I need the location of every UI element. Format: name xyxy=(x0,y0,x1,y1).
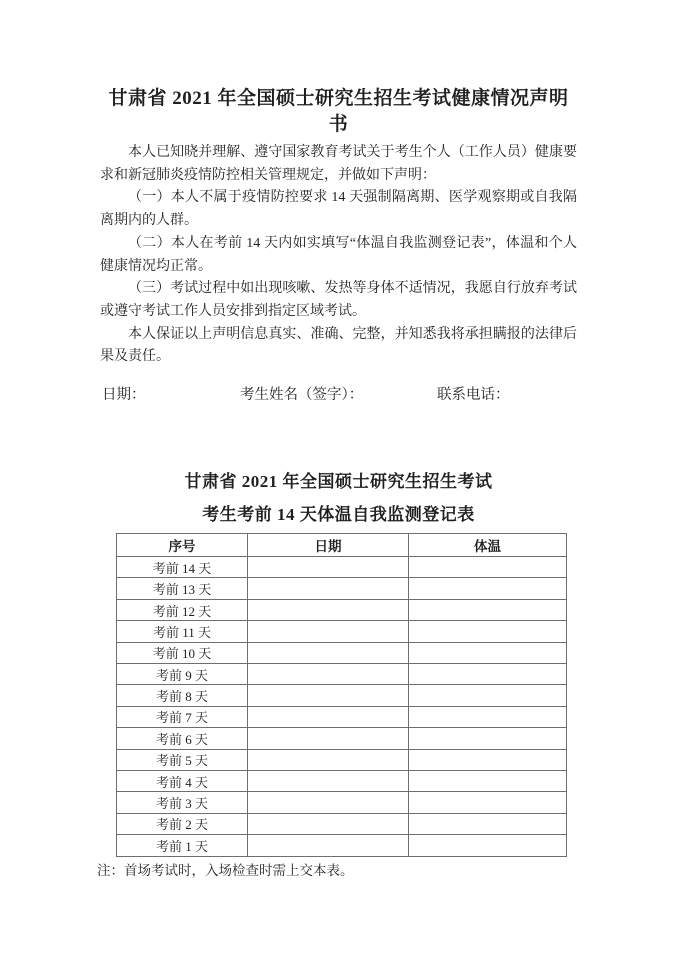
temperature-cell xyxy=(409,663,567,684)
monitor-title-line1: 甘肃省 2021 年全国硕士研究生招生考试 xyxy=(184,472,493,492)
row-label: 考前 5 天 xyxy=(117,749,248,770)
temperature-cell xyxy=(409,685,567,706)
row-label: 考前 9 天 xyxy=(117,663,248,684)
temperature-cell xyxy=(409,642,567,663)
table-row xyxy=(117,813,567,834)
row-label: 考前 6 天 xyxy=(117,728,248,749)
table-row xyxy=(117,749,567,770)
declaration-paragraph-item2: （二）本人在考前 14 天内如实填写“体温自我监测登记表”，体温和个人健康情况均正常。 xyxy=(100,235,577,274)
row-label: 考前 12 天 xyxy=(117,599,248,620)
column-header-date: 日期 xyxy=(248,534,409,557)
temperature-cell xyxy=(409,813,567,834)
monitor-title-line2: 考生考前 14 天体温自我监测登记表 xyxy=(202,505,475,525)
date-cell xyxy=(248,685,409,706)
row-label: 考前 4 天 xyxy=(117,770,248,791)
contact-phone-label: 联系电话： xyxy=(437,387,510,404)
table-row xyxy=(117,706,567,727)
date-cell xyxy=(248,621,409,642)
temperature-cell xyxy=(409,792,567,813)
temperature-cell xyxy=(409,557,567,578)
declaration-paragraph-item3: （三）考试过程中如出现咳嗽、发热等身体不适情况，我愿自行放弃考试或遵守考试工作人员安排到指定区域考试。 xyxy=(100,281,577,319)
temperature-cell xyxy=(409,770,567,791)
declaration-paragraph-pledge: 本人保证以上声明信息真实、准确、完整，并知悉我将承担瞒报的法律后果及责任。 xyxy=(100,326,577,365)
date-cell xyxy=(248,792,409,813)
row-label: 考前 13 天 xyxy=(117,578,248,599)
row-label: 考前 14 天 xyxy=(117,557,248,578)
column-header-temperature: 体温 xyxy=(409,534,567,557)
date-cell xyxy=(248,599,409,620)
date-cell xyxy=(248,706,409,727)
table-row xyxy=(117,728,567,749)
date-label: 日期： xyxy=(102,387,146,404)
temperature-cell xyxy=(409,749,567,770)
temperature-cell xyxy=(409,706,567,727)
date-cell xyxy=(248,770,409,791)
table-row xyxy=(117,835,567,856)
table-row xyxy=(117,663,567,684)
column-header-index: 序号 xyxy=(117,534,248,557)
table-row xyxy=(117,621,567,642)
date-cell xyxy=(248,663,409,684)
date-cell xyxy=(248,835,409,856)
table-row xyxy=(117,578,567,599)
declaration-title: 甘肃省 2021 年全国硕士研究生招生考试健康情况声明书 xyxy=(108,88,569,135)
date-cell xyxy=(248,642,409,663)
table-header-row xyxy=(117,534,567,557)
table-row xyxy=(117,642,567,663)
date-cell xyxy=(248,557,409,578)
row-label: 考前 10 天 xyxy=(117,642,248,663)
declaration-body xyxy=(100,142,577,369)
date-cell xyxy=(248,749,409,770)
row-label: 考前 7 天 xyxy=(117,706,248,727)
candidate-name-label: 考生姓名（签字）： xyxy=(240,387,364,404)
table-row xyxy=(117,792,567,813)
table-row xyxy=(117,557,567,578)
signature-row xyxy=(100,384,577,407)
date-cell xyxy=(248,728,409,749)
temperature-cell xyxy=(409,728,567,749)
table-row xyxy=(117,770,567,791)
row-label: 考前 2 天 xyxy=(117,813,248,834)
temperature-cell xyxy=(409,621,567,642)
date-cell xyxy=(248,813,409,834)
table-row xyxy=(117,599,567,620)
row-label: 考前 3 天 xyxy=(117,792,248,813)
temperature-cell xyxy=(409,599,567,620)
temperature-cell xyxy=(409,578,567,599)
table-row xyxy=(117,685,567,706)
declaration-paragraph-intro: 本人已知晓并理解、遵守国家教育考试关于考生个人（工作人员）健康要求和新冠肺炎疫情防控相关管理规定，并做如下声明： xyxy=(100,145,577,183)
footer-note: 注：首场考试时，入场检查时需上交本表。 xyxy=(97,862,354,878)
temperature-cell xyxy=(409,835,567,856)
temperature-table xyxy=(116,533,567,856)
document-content xyxy=(97,0,577,880)
date-cell xyxy=(248,578,409,599)
row-label: 考前 1 天 xyxy=(117,835,248,856)
row-label: 考前 11 天 xyxy=(117,621,248,642)
declaration-paragraph-item1: （一）本人不属于疫情防控要求 14 天强制隔离期、医学观察期或自我隔离期内的人群。 xyxy=(100,190,577,229)
row-label: 考前 8 天 xyxy=(117,685,248,706)
